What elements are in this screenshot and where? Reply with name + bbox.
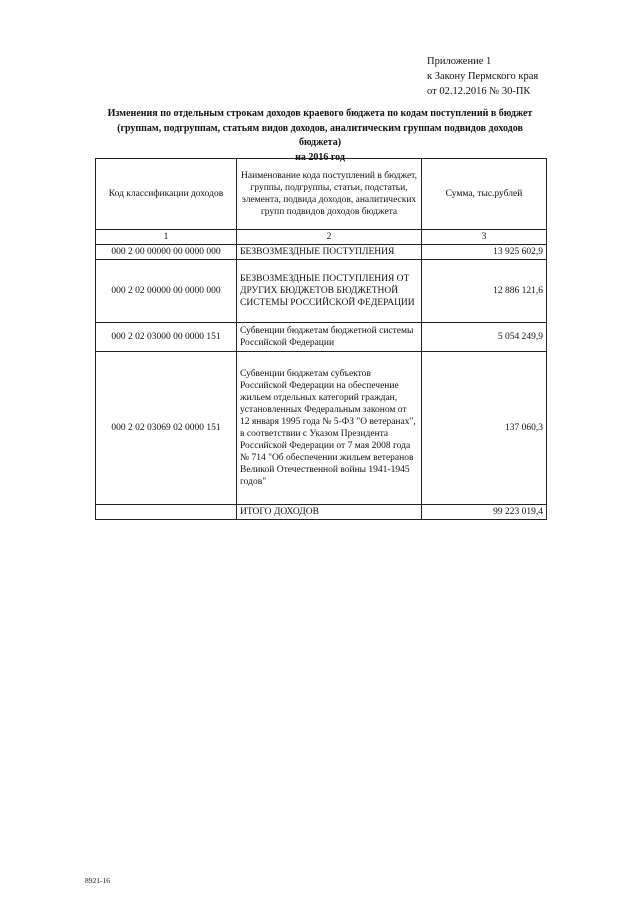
column-number-row (96, 230, 547, 245)
appendix-line-2: к Закону Пермского края (427, 71, 539, 82)
header-code: Код классификации доходов (96, 159, 237, 230)
document-title (96, 107, 544, 165)
header-name: Наименование кода поступлений в бюджет, группы, подгруппы, статьи, подстатьи, элемента, подвида доходов, аналитических групп подвидов доходов бюджета (237, 159, 422, 230)
table-row (96, 323, 547, 352)
appendix-line-3: от 02.12.2016 № 30-ПК (427, 86, 531, 97)
row-sum: 13 925 602,9 (422, 245, 547, 260)
row-code: 000 2 00 00000 00 0000 000 (96, 245, 237, 260)
header-sum: Сумма, тыс.рублей (422, 159, 547, 230)
row-name: БЕЗВОЗМЕЗДНЫЕ ПОСТУПЛЕНИЯ (237, 245, 422, 260)
income-table (95, 158, 547, 520)
title-line-1: Изменения по отдельным строкам доходов краевого бюджета по кодам поступлений в бюджет (107, 108, 533, 119)
total-sum: 99 223 019,4 (422, 505, 547, 520)
table-header-row (96, 159, 547, 230)
row-code: 000 2 02 03069 02 0000 151 (96, 352, 237, 505)
column-number: 3 (422, 230, 547, 245)
table-row (96, 245, 547, 260)
column-number: 2 (237, 230, 422, 245)
table-row (96, 260, 547, 323)
column-number: 1 (96, 230, 237, 245)
row-sum: 5 054 249,9 (422, 323, 547, 352)
row-name: Субвенции бюджетам бюджетной системы Российской Федерации (237, 323, 422, 352)
row-sum: 12 886 121,6 (422, 260, 547, 323)
appendix-block (427, 54, 538, 99)
row-code: 000 2 02 03000 00 0000 151 (96, 323, 237, 352)
total-code (96, 505, 237, 520)
row-code: 000 2 02 00000 00 0000 000 (96, 260, 237, 323)
title-line-2: (группам, подгруппам, статьям видов доходов, аналитическим группам подвидов доходов бюджета) (117, 122, 523, 148)
table-row (96, 352, 547, 505)
appendix-line-1: Приложение 1 (427, 56, 492, 67)
total-label: ИТОГО ДОХОДОВ (237, 505, 422, 520)
row-name: БЕЗВОЗМЕЗДНЫЕ ПОСТУПЛЕНИЯ ОТ ДРУГИХ БЮДЖЕТОВ БЮДЖЕТНОЙ СИСТЕМЫ РОССИЙСКОЙ ФЕДЕРАЦИИ (237, 260, 422, 323)
row-name: Субвенции бюджетам субъектов Российской Федерации на обеспечение жильем отдельных категорий граждан, установленных Федеральным законом от 12 января 1995 года № 5-ФЗ "О ветеранах", в соответствии с Указом Президента Российской Федерации от 7 мая 2008 года № 714 "Об обеспечении жильем ветеранов Великой Отечественной войны 1941-1945 годов" (237, 352, 422, 505)
document-footer-number: 8921-16 (85, 876, 110, 885)
row-sum: 137 060,3 (422, 352, 547, 505)
title-line-3: на 2016 год (295, 151, 345, 163)
total-row (96, 505, 547, 520)
